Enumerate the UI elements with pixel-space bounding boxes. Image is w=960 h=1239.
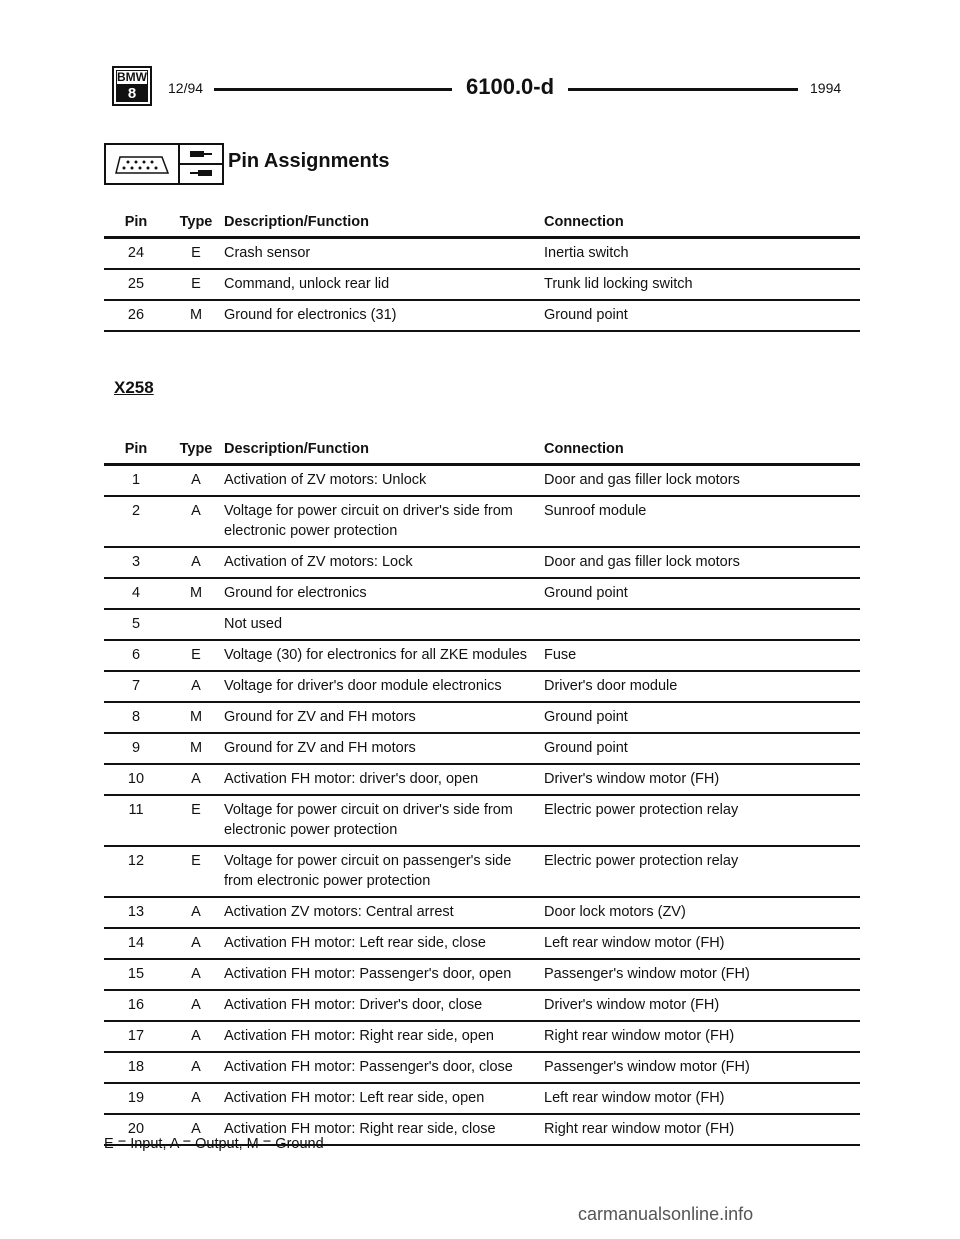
description-cell: Voltage for power circuit on driver's side from electronic power protection [224,795,544,846]
pin-cell: 7 [104,671,168,702]
col-desc-header: Description/Function [224,441,544,465]
description-cell: Activation FH motor: Left rear side, close [224,928,544,959]
description-cell: Ground for ZV and FH motors [224,702,544,733]
type-cell: A [168,1114,224,1145]
connection-cell: Inertia switch [544,238,860,270]
table-row [104,733,860,764]
description-cell: Voltage (30) for electronics for all ZKE modules [224,640,544,671]
pin-cell: 1 [104,465,168,497]
table-row [104,269,860,300]
type-cell: A [168,547,224,578]
pin-cell: 14 [104,928,168,959]
type-cell: A [168,671,224,702]
table-row [104,547,860,578]
connection-cell: Door and gas filler lock motors [544,465,860,497]
table-row [104,959,860,990]
connection-cell: Left rear window motor (FH) [544,928,860,959]
type-cell: E [168,640,224,671]
description-cell: Activation of ZV motors: Lock [224,547,544,578]
type-cell: E [168,795,224,846]
table-row [104,496,860,547]
description-cell: Command, unlock rear lid [224,269,544,300]
table-row [104,465,860,497]
table-row [104,640,860,671]
table-row [104,846,860,897]
header-year: 1994 [810,80,842,96]
header-rule-left [214,88,452,91]
type-cell: M [168,300,224,331]
connection-cell: Right rear window motor (FH) [544,1021,860,1052]
pin-cell: 3 [104,547,168,578]
table-row [104,578,860,609]
description-cell: Ground for ZV and FH motors [224,733,544,764]
table-row [104,1052,860,1083]
col-desc-header: Description/Function [224,214,544,238]
pin-cell: 16 [104,990,168,1021]
type-cell: A [168,1021,224,1052]
description-cell: Activation of ZV motors: Unlock [224,465,544,497]
table-row [104,671,860,702]
description-cell: Not used [224,609,544,640]
table-row [104,795,860,846]
description-cell: Ground for electronics (31) [224,300,544,331]
section-icons [104,143,224,185]
col-type-header: Type [168,214,224,238]
pin-cell: 2 [104,496,168,547]
connection-cell: Ground point [544,300,860,331]
description-cell: Voltage for driver's door module electronics [224,671,544,702]
pin-cell: 5 [104,609,168,640]
type-cell: A [168,928,224,959]
document-code: 6100.0-d [466,74,555,99]
description-cell: Crash sensor [224,238,544,270]
pin-cell: 13 [104,897,168,928]
pin-cell: 11 [104,795,168,846]
pin-cell: 24 [104,238,168,270]
description-cell: Activation FH motor: Right rear side, close [224,1114,544,1145]
connection-cell: Driver's window motor (FH) [544,990,860,1021]
description-cell: Activation FH motor: Right rear side, open [224,1021,544,1052]
bmw-logo [112,66,152,106]
connection-cell: Left rear window motor (FH) [544,1083,860,1114]
connection-cell: Ground point [544,702,860,733]
connection-cell: Electric power protection relay [544,846,860,897]
pin-cell: 6 [104,640,168,671]
table-header-row [104,441,860,465]
description-cell: Activation FH motor: Left rear side, open [224,1083,544,1114]
connection-cell: Fuse [544,640,860,671]
pin-cell: 26 [104,300,168,331]
description-cell: Activation FH motor: driver's door, open [224,764,544,795]
pin-cell: 20 [104,1114,168,1145]
type-cell: M [168,733,224,764]
type-cell: A [168,897,224,928]
table-row [104,990,860,1021]
description-cell: Activation ZV motors: Central arrest [224,897,544,928]
table-row [104,897,860,928]
section-title: Pin Assignments [228,150,390,172]
type-cell: A [168,1083,224,1114]
col-conn-header: Connection [544,214,860,238]
pin-cell: 8 [104,702,168,733]
table-row [104,238,860,270]
type-cell: A [168,764,224,795]
connection-cell: Door lock motors (ZV) [544,897,860,928]
type-cell: A [168,1052,224,1083]
pin-cell: 18 [104,1052,168,1083]
description-cell: Activation FH motor: Driver's door, close [224,990,544,1021]
table-row [104,764,860,795]
connection-cell [544,609,860,640]
connection-cell: Trunk lid locking switch [544,269,860,300]
type-cell: A [168,990,224,1021]
type-cell: A [168,465,224,497]
connection-cell: Right rear window motor (FH) [544,1114,860,1145]
connection-cell: Passenger's window motor (FH) [544,1052,860,1083]
pin-cell: 19 [104,1083,168,1114]
type-cell: A [168,959,224,990]
type-cell: E [168,269,224,300]
pin-cell: 4 [104,578,168,609]
pin-cell: 15 [104,959,168,990]
table-row [104,1083,860,1114]
type-cell [168,609,224,640]
table-row [104,702,860,733]
pin-cell: 17 [104,1021,168,1052]
col-conn-header: Connection [544,441,860,465]
type-legend: E = Input, A = Output, M = Ground [104,1136,324,1152]
pin-assignment-icon [180,145,224,183]
header-date: 12/94 [168,80,204,96]
type-cell: M [168,578,224,609]
type-cell: A [168,496,224,547]
header-rule-right [568,88,798,91]
connector-icon [106,145,178,183]
description-cell: Voltage for power circuit on passenger's side from electronic power protection [224,846,544,897]
connection-cell: Passenger's window motor (FH) [544,959,860,990]
description-cell: Activation FH motor: Passenger's door, close [224,1052,544,1083]
connection-cell: Ground point [544,578,860,609]
table-row [104,1021,860,1052]
type-cell: E [168,846,224,897]
pin-table-2 [104,441,860,1146]
description-cell: Voltage for power circuit on driver's side from electronic power protection [224,496,544,547]
table-header-row [104,214,860,238]
pin-cell: 10 [104,764,168,795]
type-cell: M [168,702,224,733]
pin-cell: 9 [104,733,168,764]
table-row [104,928,860,959]
type-cell: E [168,238,224,270]
connection-cell: Door and gas filler lock motors [544,547,860,578]
connection-cell: Electric power protection relay [544,795,860,846]
table-row [104,300,860,331]
pin-cell: 25 [104,269,168,300]
pin-cell: 12 [104,846,168,897]
col-type-header: Type [168,441,224,465]
logo-series: 8 [116,85,148,102]
connection-cell: Driver's door module [544,671,860,702]
col-pin-header: Pin [104,214,168,238]
connection-cell: Driver's window motor (FH) [544,764,860,795]
pin-table-1 [104,214,860,332]
connection-cell: Ground point [544,733,860,764]
description-cell: Ground for electronics [224,578,544,609]
watermark: carmanualsonline.info [578,1204,754,1224]
connection-cell: Sunroof module [544,496,860,547]
page-header [0,0,960,110]
description-cell: Activation FH motor: Passenger's door, open [224,959,544,990]
logo-brand: BMW [117,70,147,84]
col-pin-header: Pin [104,441,168,465]
connector-label: X258 [114,378,154,397]
table-row [104,609,860,640]
